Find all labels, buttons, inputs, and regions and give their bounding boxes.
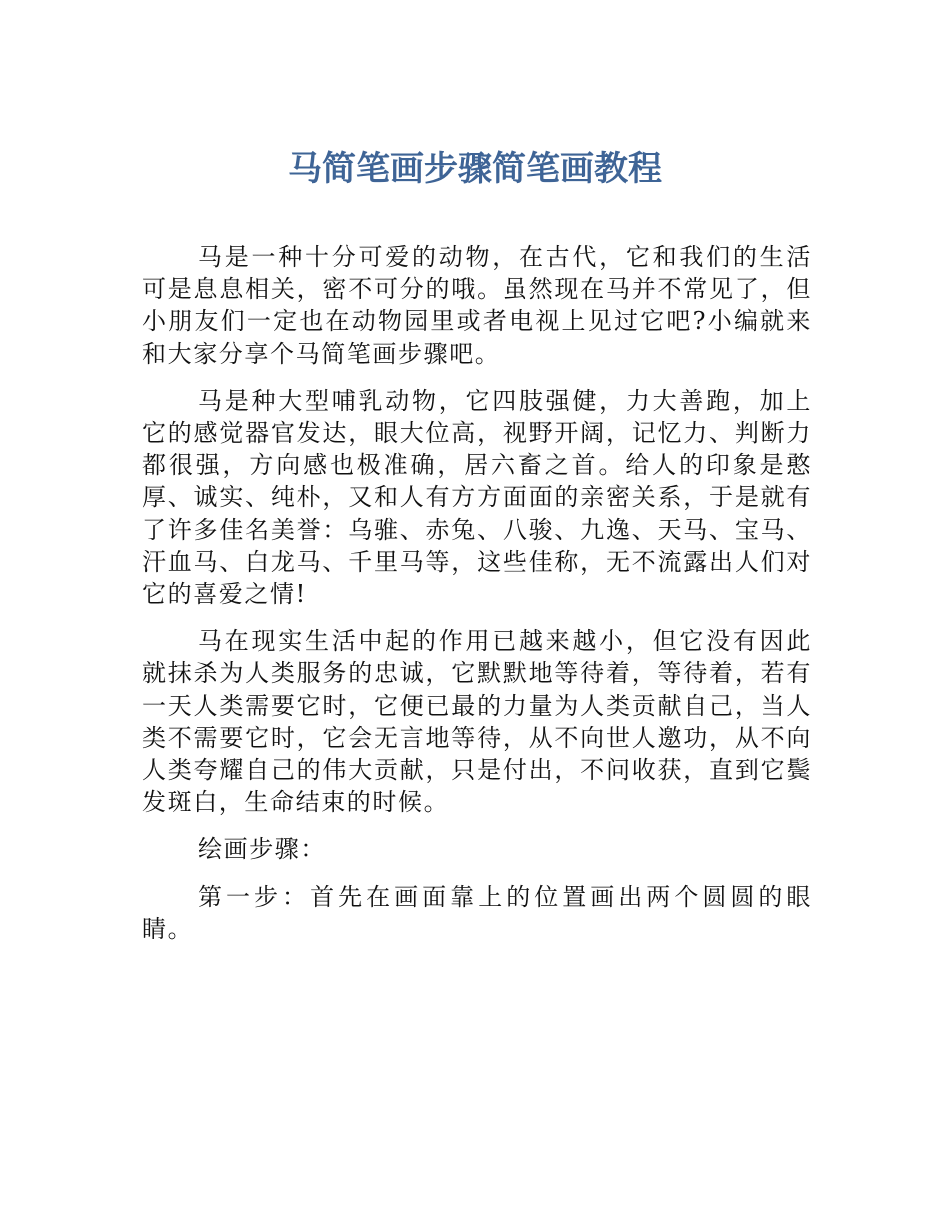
page-title: 马简笔画步骤简笔画教程 <box>288 149 662 189</box>
paragraph-intro: 马是一种十分可爱的动物，在古代，它和我们的生活可是息息相关，密不可分的哦。虽然现在马并不常见了，但小朋友们一定也在动物园里或者电视上见过它吧?小编就来和大家分享个马简笔画步骤吧。 <box>142 243 812 368</box>
paragraph-steps-heading: 绘画步骤： <box>198 835 326 864</box>
paragraph-step-one: 第一步：首先在画面靠上的位置画出两个圆圆的眼睛。 <box>142 882 812 943</box>
paragraph-description: 马是种大型哺乳动物，它四肢强健，力大善跑，加上它的感觉器官发达，眼大位高，视野开阔，记忆力、判断力都很强，方向感也极准确，居六畜之首。给人的印象是憨厚、诚实、纯朴，又和人有方方面面的亲密关系，于是就有了许多佳名美誉：乌骓、赤兔、八骏、九逸、天马、宝马、汗血马、白龙马、千里马等，这些佳称，无不流露出人们对它的喜爱之情! <box>142 386 812 609</box>
article-body <box>142 241 812 960</box>
paragraph-loyalty: 马在现实生活中起的作用已越来越小，但它没有因此就抹杀为人类服务的忠诚，它默默地等待着，等待着，若有一天人类需要它时，它便已最的力量为人类贡献自己，当人类不需要它时，它会无言地等待，从不向世人邀功，从不向人类夸耀自己的伟大贡献，只是付出，不问收获，直到它鬓发斑白，生命结束的时候。 <box>142 627 812 817</box>
